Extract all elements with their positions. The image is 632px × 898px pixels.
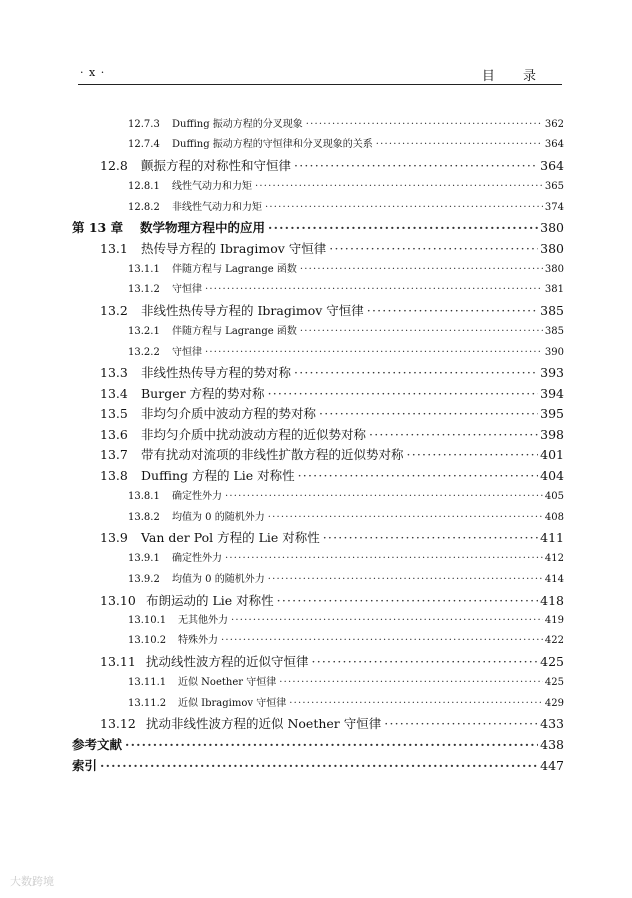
toc-entry-number: 13.7 bbox=[100, 447, 128, 462]
toc-entry-number: 13.10 bbox=[100, 593, 136, 608]
toc-entry-title: 特殊外力 bbox=[178, 635, 218, 646]
dot-leader bbox=[125, 737, 538, 752]
toc-entry[interactable] bbox=[72, 218, 564, 236]
toc-entry-title: 守恒律 bbox=[172, 284, 202, 295]
toc-entry[interactable] bbox=[128, 570, 564, 585]
toc-entry-title: 索引 bbox=[72, 758, 98, 773]
dot-leader bbox=[300, 264, 543, 275]
toc-entry-number: 13.10.1 bbox=[128, 615, 167, 626]
toc-entry-number: 12.8 bbox=[100, 158, 128, 173]
toc-entry[interactable] bbox=[100, 528, 564, 546]
toc-entry[interactable] bbox=[128, 343, 564, 358]
toc-entry-title: 确定性外力 bbox=[172, 491, 222, 502]
toc-entry[interactable] bbox=[128, 508, 564, 523]
toc-entry[interactable] bbox=[100, 404, 564, 422]
toc-entry[interactable] bbox=[100, 591, 564, 609]
toc-entry-number: 13.1.1 bbox=[128, 264, 160, 275]
dot-leader bbox=[384, 716, 538, 731]
toc-entry-page: 419 bbox=[544, 615, 564, 626]
toc-entry[interactable] bbox=[128, 115, 564, 130]
dot-leader bbox=[100, 758, 538, 773]
toc-entry-page: 381 bbox=[544, 284, 564, 295]
dot-leader bbox=[205, 284, 543, 295]
toc-entry[interactable] bbox=[100, 363, 564, 381]
toc-entry-title: 均值为 0 的随机外力 bbox=[172, 574, 265, 585]
dot-leader bbox=[268, 386, 539, 401]
toc-entry-page: 438 bbox=[540, 737, 564, 752]
toc-entry-title: Duffing 方程的 Lie 对称性 bbox=[141, 468, 295, 483]
toc-entry[interactable] bbox=[128, 694, 564, 709]
toc-entry[interactable] bbox=[128, 280, 564, 295]
dot-leader bbox=[300, 326, 543, 337]
toc-entry-page: 364 bbox=[544, 139, 564, 150]
dot-leader bbox=[268, 512, 543, 523]
toc-entry-title: Van der Pol 方程的 Lie 对称性 bbox=[141, 530, 320, 545]
toc-entry-page: 362 bbox=[544, 119, 564, 130]
toc-entry[interactable] bbox=[100, 239, 564, 257]
toc-entry-page: 401 bbox=[540, 447, 564, 462]
toc-entry[interactable] bbox=[100, 156, 564, 174]
toc-entry-page: 385 bbox=[540, 303, 564, 318]
toc-entry-page: 418 bbox=[540, 593, 564, 608]
dot-leader bbox=[268, 220, 538, 235]
toc-entry-page: 380 bbox=[544, 264, 564, 275]
toc-entry-title: 守恒律 bbox=[172, 347, 202, 358]
dot-leader bbox=[277, 593, 538, 608]
toc-entry-page: 411 bbox=[540, 530, 564, 545]
toc-entry-title: 热传导方程的 Ibragimov 守恒律 bbox=[141, 241, 327, 256]
toc-entry-number: 12.7.3 bbox=[128, 119, 160, 130]
toc-entry-number: 13.4 bbox=[100, 386, 128, 401]
toc-entry-page: 429 bbox=[544, 698, 564, 709]
toc-entry-number: 13.12 bbox=[100, 716, 136, 731]
toc-entry-title: 带有扰动对流项的非线性扩散方程的近似势对称 bbox=[141, 447, 404, 462]
dot-leader bbox=[268, 574, 543, 585]
toc-entry-page: 408 bbox=[544, 512, 564, 523]
dot-leader bbox=[205, 347, 543, 358]
page-number: · x · bbox=[80, 66, 106, 79]
toc-entry-title: 非线性热传导方程的 Ibragimov 守恒律 bbox=[141, 303, 364, 318]
toc-entry-page: 405 bbox=[544, 491, 564, 502]
watermark: 大数跨境 bbox=[10, 875, 54, 888]
dot-leader bbox=[265, 202, 543, 213]
toc-entry-page: 398 bbox=[540, 427, 564, 442]
toc-entry-page: 365 bbox=[544, 181, 564, 192]
toc-entry[interactable] bbox=[128, 198, 564, 213]
toc-entry-page: 425 bbox=[540, 654, 564, 669]
toc-entry-number: 13.10.2 bbox=[128, 635, 167, 646]
toc-entry-number: 第 13 章 bbox=[72, 220, 124, 235]
toc-entry-title: 线性气动力和力矩 bbox=[172, 181, 252, 192]
dot-leader bbox=[407, 447, 539, 462]
toc-entry-title: 伴随方程与 Lagrange 函数 bbox=[172, 264, 297, 275]
dot-leader bbox=[306, 119, 543, 130]
toc-entry-number: 13.2.1 bbox=[128, 326, 160, 337]
toc-entry[interactable] bbox=[128, 549, 564, 564]
dot-leader bbox=[279, 677, 543, 688]
dot-leader bbox=[312, 654, 539, 669]
toc-entry[interactable] bbox=[128, 611, 564, 626]
toc-entry-page: 425 bbox=[544, 677, 564, 688]
toc-entry[interactable] bbox=[128, 322, 564, 337]
toc-entry[interactable] bbox=[72, 756, 564, 774]
toc-entry-number: 13.11 bbox=[100, 654, 136, 669]
toc-entry-page: 395 bbox=[540, 406, 564, 421]
toc-entry[interactable] bbox=[100, 652, 564, 670]
toc-entry[interactable] bbox=[128, 135, 564, 150]
toc-entry[interactable] bbox=[128, 260, 564, 275]
toc-entry-title: 参考文献 bbox=[72, 737, 123, 752]
dot-leader bbox=[289, 698, 543, 709]
toc-entry-number: 13.9.1 bbox=[128, 553, 160, 564]
toc-entry-title: 非线性气动力和力矩 bbox=[172, 202, 262, 213]
toc-entry-number: 13.11.1 bbox=[128, 677, 167, 688]
toc-entry-number: 13.2 bbox=[100, 303, 128, 318]
toc-entry-title: 颤振方程的对称性和守恒律 bbox=[141, 158, 292, 173]
dot-leader bbox=[294, 158, 538, 173]
toc-entry-number: 13.5 bbox=[100, 406, 128, 421]
toc-entry-title: 确定性外力 bbox=[172, 553, 222, 564]
toc-entry-title: 布朗运动的 Lie 对称性 bbox=[146, 593, 274, 608]
dot-leader bbox=[225, 553, 543, 564]
running-title: 目 录 bbox=[481, 69, 548, 84]
toc-entry-title: 非均匀介质中扰动波动方程的近似势对称 bbox=[141, 427, 367, 442]
toc-entry-page: 380 bbox=[540, 241, 564, 256]
toc-entry-title: 扰动线性波方程的近似守恒律 bbox=[146, 654, 309, 669]
toc-entry-number: 13.8 bbox=[100, 468, 128, 483]
toc-entry-page: 447 bbox=[540, 758, 564, 773]
toc-entry-number: 13.9.2 bbox=[128, 574, 160, 585]
toc-entry-title: Duffing 振动方程的守恒律和分叉现象的关系 bbox=[172, 139, 373, 150]
toc-entry[interactable] bbox=[100, 445, 564, 463]
toc-entry[interactable] bbox=[128, 673, 564, 688]
toc-entry-page: 404 bbox=[540, 468, 564, 483]
toc-entry-title: 均值为 0 的随机外力 bbox=[172, 512, 265, 523]
toc-entry-number: 12.7.4 bbox=[128, 139, 160, 150]
toc-entry[interactable] bbox=[100, 301, 564, 319]
toc-entry-page: 385 bbox=[544, 326, 564, 337]
toc-entry-page: 393 bbox=[540, 365, 564, 380]
toc-entry-page: 433 bbox=[540, 716, 564, 731]
toc-entry-number: 13.3 bbox=[100, 365, 128, 380]
toc-entry-title: 无其他外力 bbox=[178, 615, 228, 626]
toc-entry-title: 非均匀介质中波动方程的势对称 bbox=[141, 406, 317, 421]
dot-leader bbox=[376, 139, 543, 150]
toc-entry-title: 数学物理方程中的应用 bbox=[140, 220, 266, 235]
toc-entry-title: 近似 Ibragimov 守恒律 bbox=[178, 698, 287, 709]
toc-entry[interactable] bbox=[100, 714, 564, 732]
toc-entry-number: 13.8.1 bbox=[128, 491, 160, 502]
toc-entry-page: 412 bbox=[544, 553, 564, 564]
toc-entry-title: 伴随方程与 Lagrange 函数 bbox=[172, 326, 297, 337]
toc-entry-page: 364 bbox=[540, 158, 564, 173]
toc-entry-number: 13.8.2 bbox=[128, 512, 160, 523]
toc-entry[interactable] bbox=[100, 425, 564, 443]
dot-leader bbox=[294, 365, 538, 380]
toc-entry[interactable] bbox=[128, 487, 564, 502]
toc-entry-page: 374 bbox=[544, 202, 564, 213]
toc-entry-page: 394 bbox=[540, 386, 564, 401]
page-header bbox=[78, 64, 562, 85]
toc-entry-title: Duffing 振动方程的分叉现象 bbox=[172, 119, 303, 130]
dot-leader bbox=[231, 615, 543, 626]
toc-entry-number: 13.11.2 bbox=[128, 698, 167, 709]
toc-entry[interactable] bbox=[100, 384, 564, 402]
toc-entry[interactable] bbox=[128, 631, 564, 646]
toc-entry-page: 414 bbox=[544, 574, 564, 585]
toc-entry[interactable] bbox=[128, 177, 564, 192]
toc-entry-title: 近似 Noether 守恒律 bbox=[178, 677, 277, 688]
toc-entry-page: 390 bbox=[544, 347, 564, 358]
toc-entry[interactable] bbox=[72, 735, 564, 753]
toc-entry-page: 422 bbox=[544, 635, 564, 646]
dot-leader bbox=[255, 181, 543, 192]
dot-leader bbox=[367, 303, 538, 318]
toc-entry-title: 非线性热传导方程的势对称 bbox=[141, 365, 292, 380]
toc-entry-number: 12.8.2 bbox=[128, 202, 160, 213]
dot-leader bbox=[319, 406, 538, 421]
toc-entry-number: 13.1.2 bbox=[128, 284, 160, 295]
dot-leader bbox=[369, 427, 538, 442]
toc-entry-number: 13.2.2 bbox=[128, 347, 160, 358]
toc-entry-title: 扰动非线性波方程的近似 Noether 守恒律 bbox=[146, 716, 382, 731]
toc-entry-number: 13.9 bbox=[100, 530, 128, 545]
toc-entry-page: 380 bbox=[540, 220, 564, 235]
dot-leader bbox=[225, 491, 543, 502]
dot-leader bbox=[323, 530, 538, 545]
dot-leader bbox=[329, 241, 538, 256]
toc-entry-number: 13.6 bbox=[100, 427, 128, 442]
toc-entry-number: 13.1 bbox=[100, 241, 128, 256]
toc-entry-title: Burger 方程的势对称 bbox=[141, 386, 265, 401]
dot-leader bbox=[221, 635, 543, 646]
toc-entry-number: 12.8.1 bbox=[128, 181, 160, 192]
toc-entry[interactable] bbox=[100, 466, 564, 484]
dot-leader bbox=[298, 468, 539, 483]
